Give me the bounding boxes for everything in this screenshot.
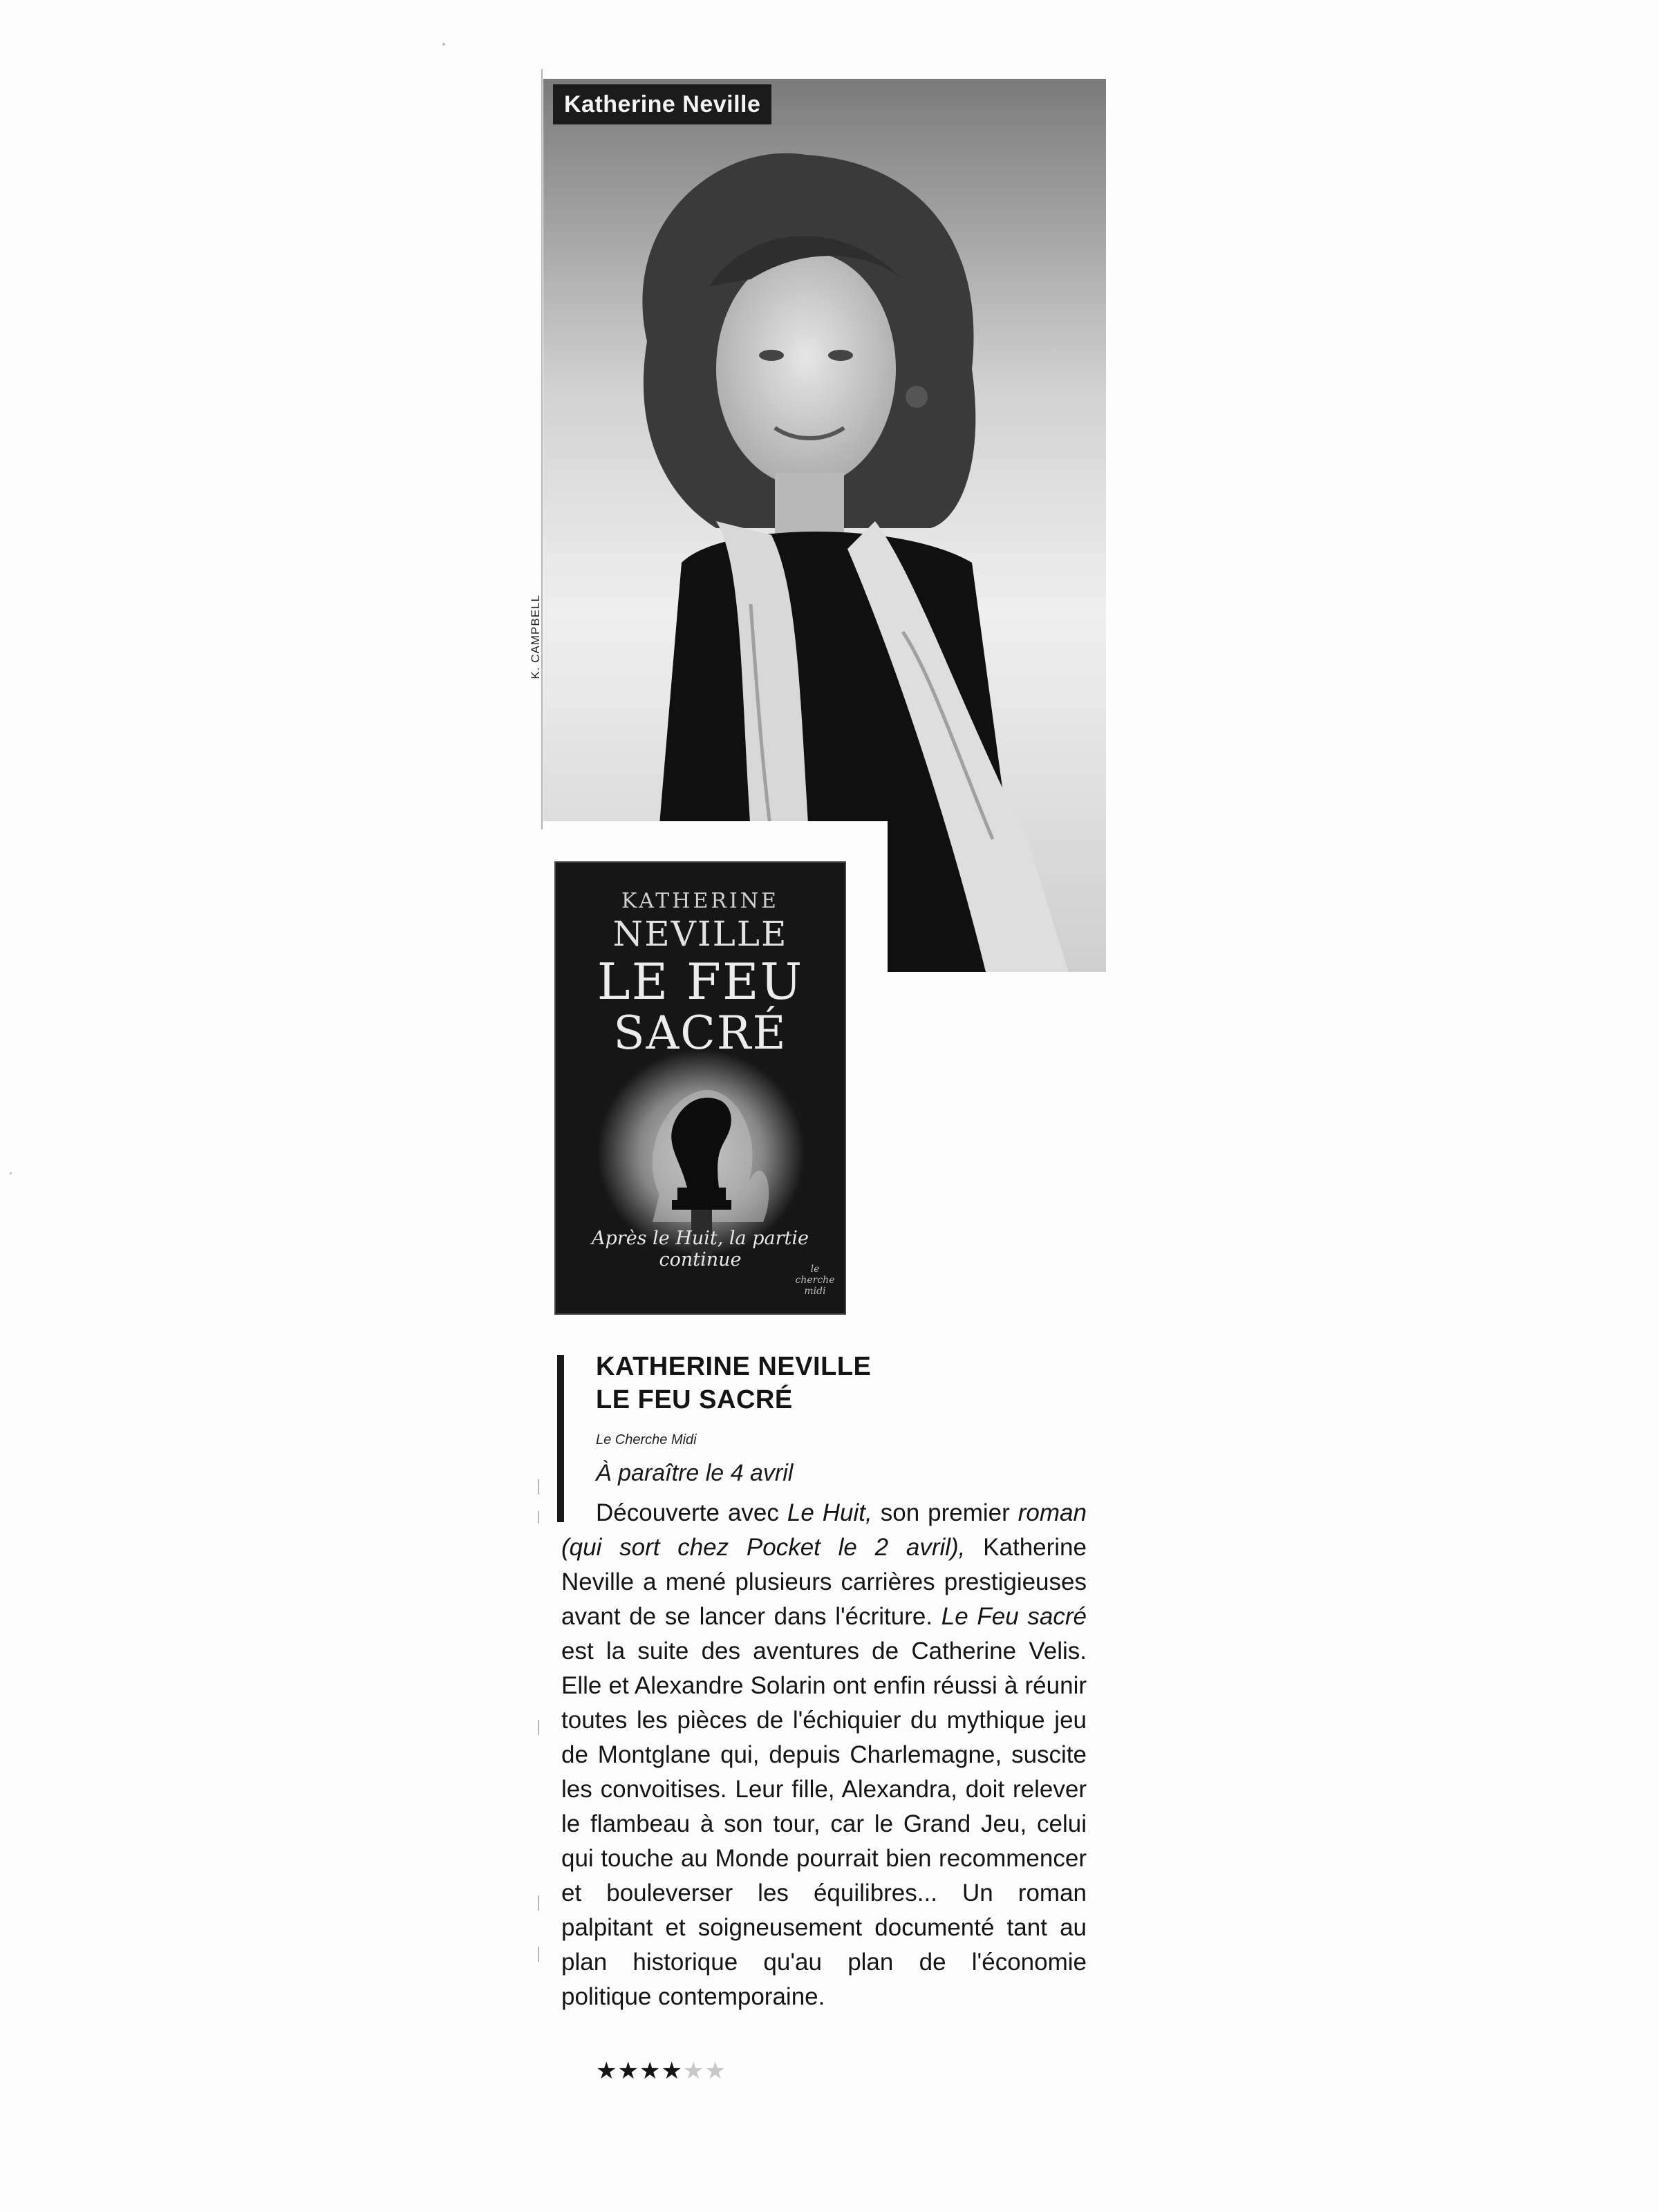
body-italic-book-title: Le Feu sacré	[941, 1603, 1087, 1630]
margin-tick	[538, 1895, 539, 1911]
article-body	[561, 1496, 1087, 2014]
article-author: KATHERINE NEVILLE	[596, 1352, 872, 1381]
margin-tick	[538, 1511, 539, 1524]
cover-publisher-logo: le cherche midi	[795, 1264, 835, 1297]
photo-name-tag: Katherine Neville	[553, 84, 771, 124]
cover-title-line-2: SACRÉ	[613, 1006, 787, 1060]
body-italic-aside: roman (qui sort chez Pocket le 2 avril),	[561, 1499, 1087, 1561]
rating-filled-stars: ★★★★	[596, 2058, 683, 2084]
body-text: Découverte avec	[596, 1499, 787, 1526]
article-publisher: Le Cherche Midi	[596, 1432, 697, 1447]
margin-tick	[538, 1479, 539, 1494]
margin-tick	[538, 1947, 539, 1962]
body-text: est la suite des aventures de Catherine Velis. Elle et Alexandre Solarin ont enfin réussi à réunir toutes les pièces de l'échiquier du mythique jeu de Montglane qui, depuis Charlemagne, suscite les convoitises. Leur fille, Alexandra, doit relever le flambeau à son tour, car le Grand Jeu, celui qui touche au Monde pourrait bien recommencer et bouleverser les équilibres... Un roman palpitant et soigneusement documenté tant au plan historique qu'au plan de l'économie politique contemporaine.	[561, 1638, 1087, 2010]
scan-speck	[442, 43, 445, 46]
body-italic-book-title: Le Huit,	[787, 1499, 872, 1526]
scan-speck	[10, 1172, 12, 1174]
rating-empty-stars: ★★	[682, 2058, 727, 2084]
cover-author-first: KATHERINE	[621, 889, 779, 913]
star-rating	[596, 2057, 727, 2085]
margin-tick	[538, 1720, 539, 1735]
body-text: son premier	[872, 1499, 1018, 1526]
cover-author-last: NEVILLE	[612, 914, 788, 954]
article-title: LE FEU SACRÉ	[596, 1385, 793, 1414]
body-text: Katherine Neville a mené plusieurs carrières prestigieuses avant de se lancer dans l'écriture.	[561, 1534, 1087, 1630]
book-cover	[556, 863, 845, 1313]
photo-credit: K. CAMPBELL	[529, 594, 542, 679]
article-release-date: À paraître le 4 avril	[596, 1460, 794, 1486]
cover-tagline: Après le Huit, la partie continue	[592, 1228, 809, 1271]
cover-title-line-1: LE FEU	[597, 953, 804, 1011]
